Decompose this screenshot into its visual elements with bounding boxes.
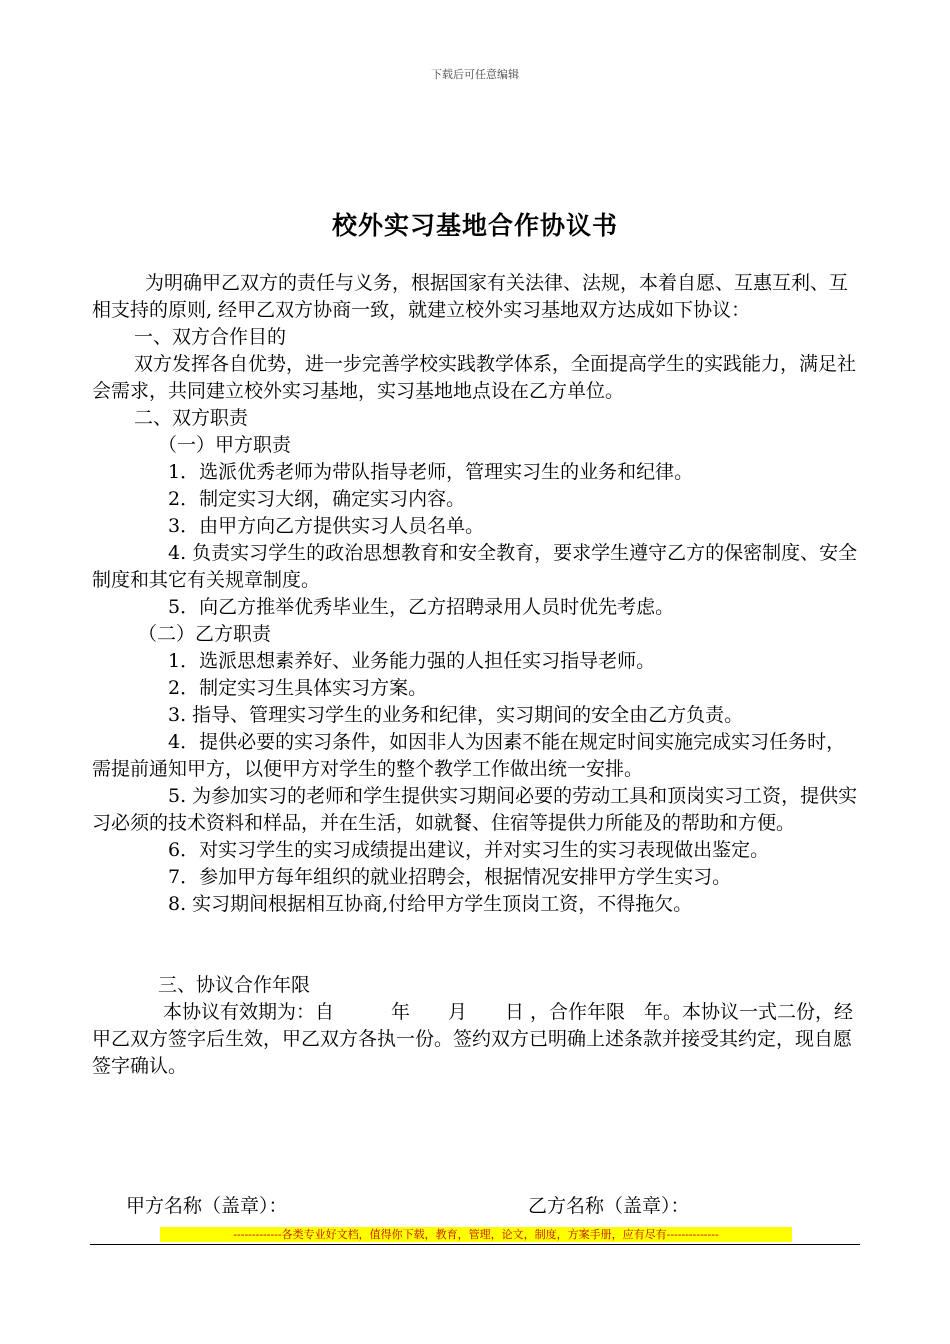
party-b-signature-label: 乙方名称（盖章）：: [528, 1195, 690, 1217]
party-b-item: 3. 指导、管理实习学生的业务和纪律，实习期间的安全由乙方负责。: [168, 704, 744, 726]
party-a-item: 2．制定实习大纲，确定实习内容。: [168, 488, 466, 510]
section1-heading: 一、双方合作目的: [134, 326, 287, 348]
section3-heading: 三、协议合作年限: [158, 974, 311, 996]
section1-body: 双方发挥各自优势，进一步完善学校实践教学体系，全面提高学生的实践能力，满足社会需求，共同建立校外实习基地，实习基地地点设在乙方单位。: [92, 353, 857, 402]
footer-banner: -------------各类专业好文档，值得你下载，教育，管理，论文，制度，方案手册，应有尽有--------------: [160, 1227, 792, 1242]
party-b-heading: （二）乙方职责: [138, 623, 272, 645]
party-a-heading: （一）甲方职责: [158, 434, 292, 456]
party-a-item: 5．向乙方推举优秀毕业生，乙方招聘录用人员时优先考虑。: [168, 596, 675, 618]
party-a-item: 4. 负责实习学生的政治思想教育和安全教育，要求学生遵守乙方的保密制度、安全制度和其它有关规章制度。: [92, 542, 858, 591]
header-note: 下载后可任意编辑: [431, 68, 519, 81]
party-b-item: 7．参加甲方每年组织的就业招聘会，根据情况安排甲方学生实习。: [168, 866, 732, 888]
section2-heading: 二、双方职责: [134, 407, 249, 429]
blank-spacer: [92, 918, 864, 972]
party-b-item: 5. 为参加实习的老师和学生提供实习期间必要的劳动工具和顶岗实习工资，提供实习必须的技术资料和样品，并在生活，如就餐、住宿等提供力所能及的帮助和方便。: [92, 785, 858, 834]
footer-divider: [90, 1244, 860, 1245]
section3-body: 本协议有效期为：自 年 月 日 ，合作年限 年。本协议一式二份，经甲乙双方签字后生效，甲乙双方各执一份。签约双方已明确上述条款并接受其约定，现自愿签字确认。: [92, 1001, 854, 1077]
document-body: [92, 270, 864, 1080]
party-b-item: 2．制定实习生具体实习方案。: [168, 677, 428, 699]
party-b-item: 1．选派思想素养好、业务能力强的人担任实习指导老师。: [168, 650, 656, 672]
document-title: 校外实习基地合作协议书: [331, 211, 618, 240]
party-b-item: 6．对实习学生的实习成绩提出建议，并对实习生的实习表现做出鉴定。: [168, 839, 770, 861]
party-a-signature-label: 甲方名称（盖章）：: [126, 1195, 288, 1217]
party-a-item: 1．选派优秀老师为带队指导老师，管理实习生的业务和纪律。: [168, 461, 694, 483]
party-b-item: 8. 实习期间根据相互协商,付给甲方学生顶岗工资，不得拖欠。: [168, 893, 693, 915]
intro-paragraph: 为明确甲乙双方的责任与义务，根据国家有关法律、法规，本着自愿、互惠互利、互相支持的原则, 经甲乙双方协商一致，就建立校外实习基地双方达成如下协议：: [92, 272, 849, 321]
party-a-item: 3．由甲方向乙方提供实习人员名单。: [168, 515, 485, 537]
party-b-item: 4．提供必要的实习条件，如因非人为因素不能在规定时间实施完成实习任务时，需提前通知甲方，以便甲方对学生的整个教学工作做出统一安排。: [92, 731, 846, 780]
